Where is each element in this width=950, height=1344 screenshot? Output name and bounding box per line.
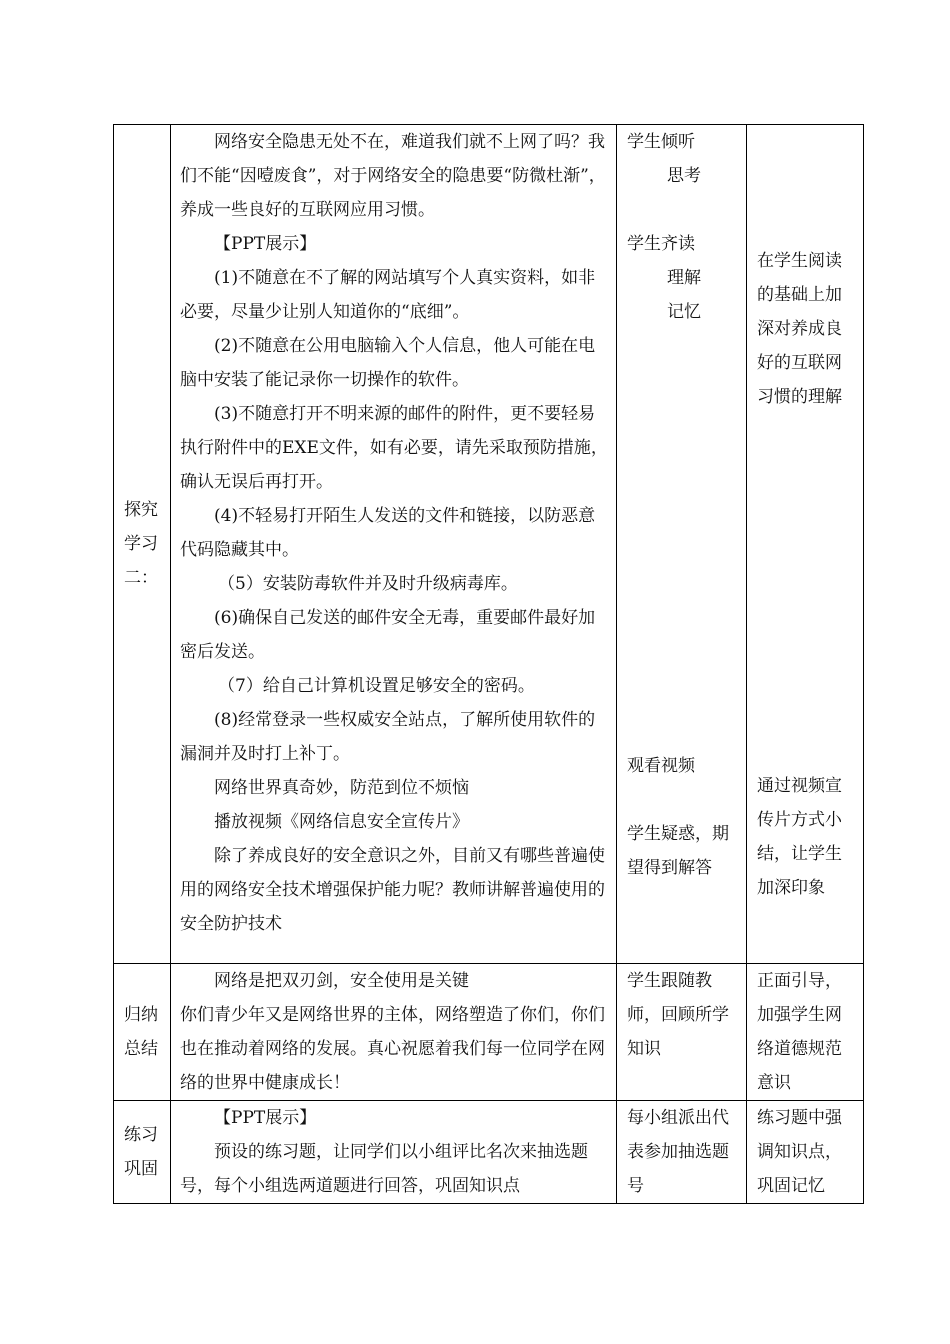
intent-text: 通过视频宣传片方式小结，让学生加深印象	[757, 776, 842, 898]
row-label: 练习巩固	[124, 1125, 158, 1179]
intent-text: 练习题中强调知识点，巩固记忆	[757, 1108, 842, 1196]
student-activity-cell	[617, 964, 747, 1101]
table-row-practice	[114, 1101, 864, 1204]
design-intent-cell	[747, 1101, 864, 1204]
student-activity-cell	[617, 125, 747, 964]
teacher-activity-cell	[171, 964, 617, 1101]
student-text: 学生跟随教师，回顾所学知识	[627, 971, 729, 1059]
student-text: 理解	[667, 268, 701, 288]
row-label-cell	[114, 1101, 171, 1204]
paragraph: 【PPT展示】	[214, 234, 317, 254]
student-text: 学生疑惑，期望得到解答	[627, 824, 729, 878]
paragraph: 【PPT展示】	[214, 1108, 317, 1128]
paragraph: (2)不随意在公用电脑输入个人信息，他人可能在电脑中安装了能记录你一切操作的软件。	[180, 336, 596, 390]
paragraph: 你们青少年又是网络世界的主体，网络塑造了你们，你们也在推动着网络的发展。真心祝愿着我们每一位同学在网络的世界中健康成长！	[180, 1005, 605, 1093]
design-intent-cell	[747, 964, 864, 1101]
table-row-explore	[114, 125, 864, 964]
student-text: 每小组派出代表参加抽选题号	[627, 1108, 729, 1196]
teacher-activity-cell	[171, 1101, 617, 1204]
paragraph: （7）给自己计算机设置足够安全的密码。	[218, 676, 535, 696]
paragraph: 预设的练习题，让同学们以小组评比名次来抽选题号，每个小组选两道题进行回答，巩固知识点	[180, 1142, 588, 1196]
student-text: 观看视频	[627, 756, 695, 776]
row-label-cell	[114, 125, 171, 964]
teacher-activity-cell	[171, 125, 617, 964]
paragraph: (8)经常登录一些权威安全站点，了解所使用软件的漏洞并及时打上补丁。	[180, 710, 596, 764]
paragraph: (3)不随意打开不明来源的邮件的附件，更不要轻易执行附件中的EXE文件，如有必要，请先采取预防措施，确认无误后再打开。	[180, 404, 608, 492]
paragraph: 网络是把双刃剑，安全使用是关键	[214, 971, 469, 991]
intent-text: 正面引导，加强学生网络道德规范意识	[757, 971, 842, 1093]
row-label-cell	[114, 964, 171, 1101]
paragraph: 播放视频《网络信息安全宣传片》	[214, 812, 469, 832]
paragraph: (1)不随意在不了解的网站填写个人真实资料，如非必要，尽量少让别人知道你的“底细”。	[180, 268, 596, 322]
paragraph: (6)确保自己发送的邮件安全无毒，重要邮件最好加密后发送。	[180, 608, 596, 662]
student-text: 思考	[667, 166, 701, 186]
row-label: 探究学习二：	[124, 500, 158, 588]
student-text: 学生齐读	[627, 234, 695, 254]
paragraph: 网络世界真奇妙，防范到位不烦恼	[214, 778, 469, 798]
student-activity-cell	[617, 1101, 747, 1204]
paragraph: (4)不轻易打开陌生人发送的文件和链接，以防恶意代码隐藏其中。	[180, 506, 596, 560]
paragraph: 除了养成良好的安全意识之外，目前又有哪些普遍使用的网络安全技术增强保护能力呢？教师讲解普遍使用的安全防护技术	[180, 846, 605, 934]
intent-text: 在学生阅读的基础上加深对养成良好的互联网习惯的理解	[757, 251, 842, 407]
student-text: 记忆	[667, 302, 701, 322]
lesson-plan-table	[113, 124, 864, 1204]
paragraph: 网络安全隐患无处不在，难道我们就不上网了吗？我们不能“因噎废食”，对于网络安全的隐患要“防微杜渐”，养成一些良好的互联网应用习惯。	[180, 132, 606, 220]
design-intent-cell	[747, 125, 864, 964]
student-text: 学生倾听	[627, 132, 695, 152]
row-label: 归纳总结	[124, 1005, 158, 1059]
paragraph: （5）安装防毒软件并及时升级病毒库。	[218, 574, 518, 594]
table-row-summary	[114, 964, 864, 1101]
